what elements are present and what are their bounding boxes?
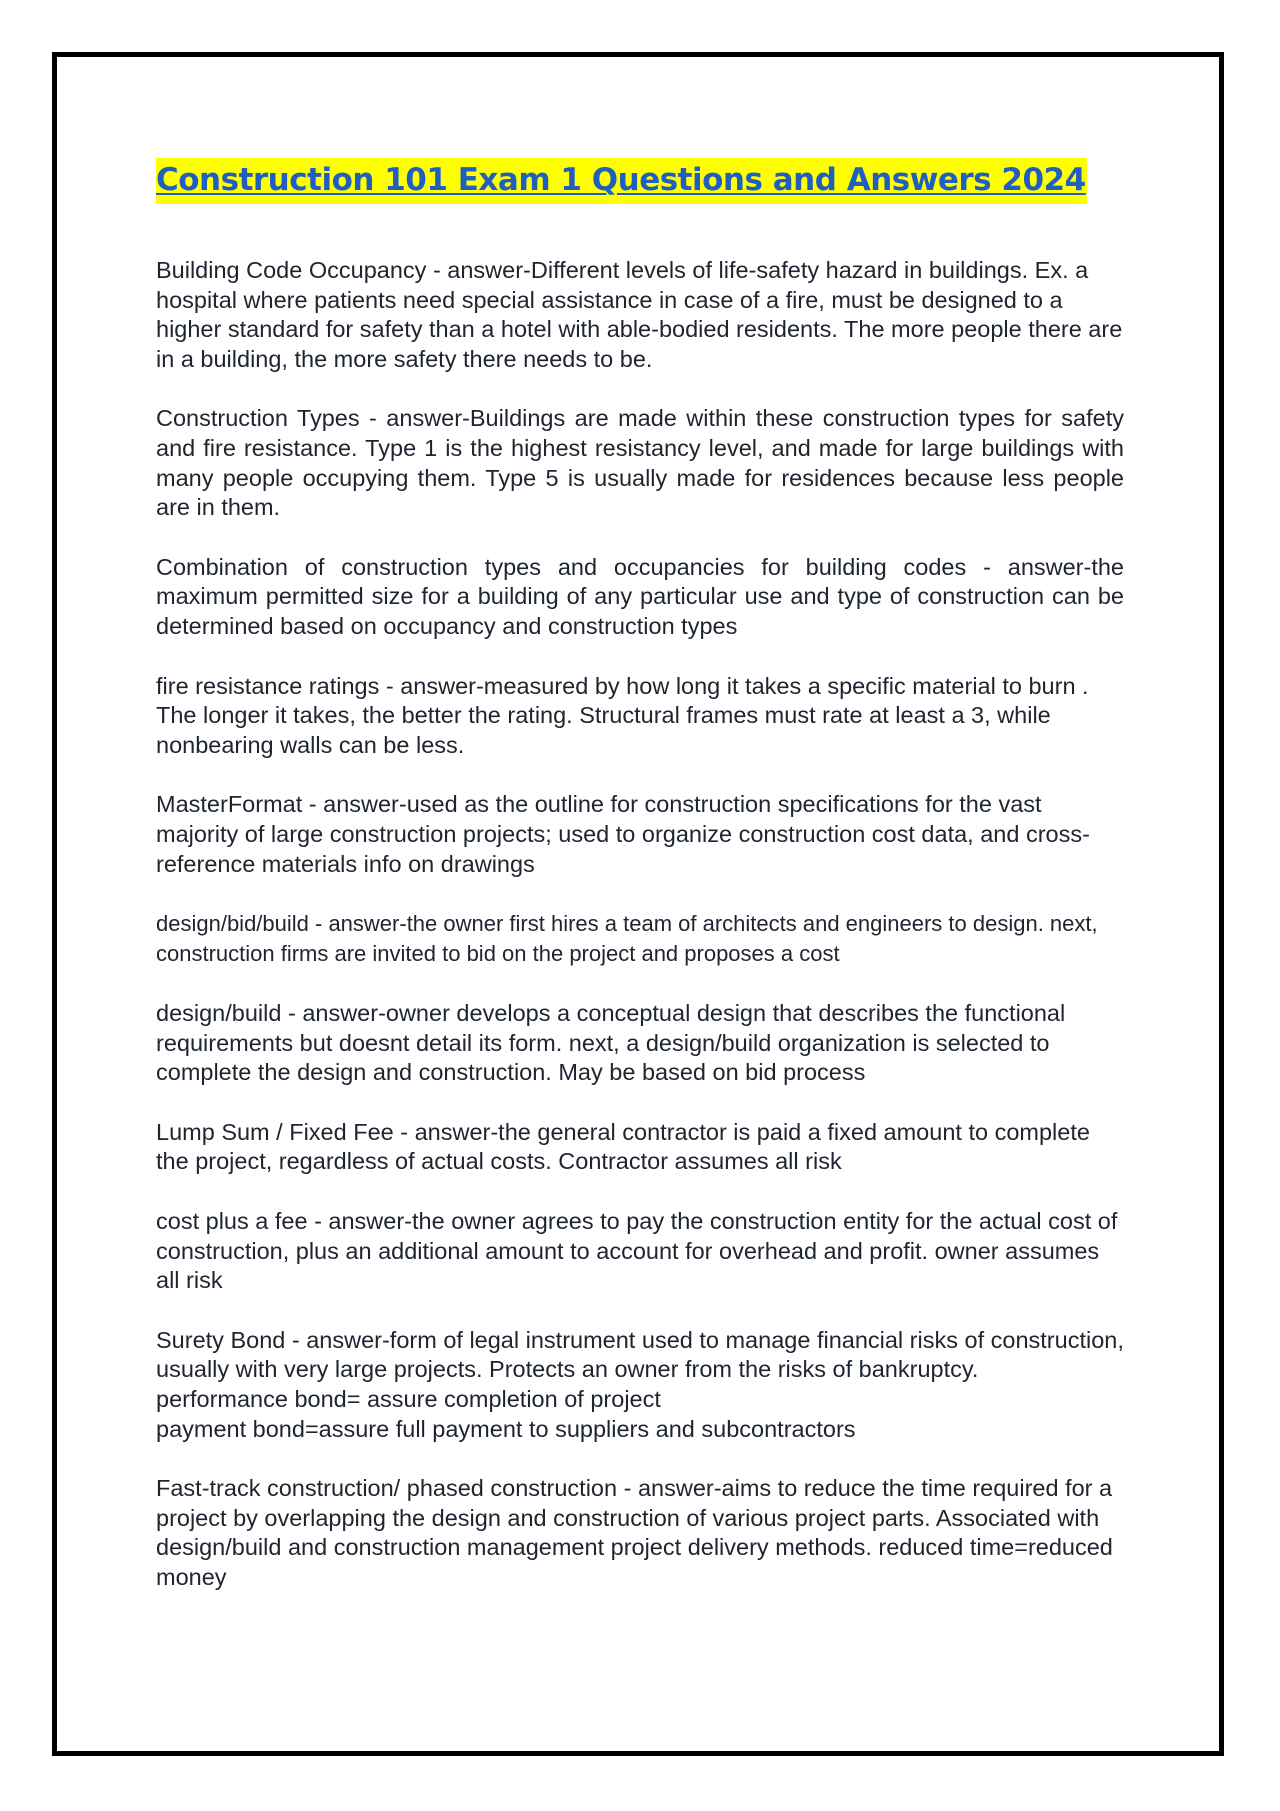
qa-entry-construction-types: Construction Types - answer-Buildings are made within these construction types for safety and fire resistance. Type 1 is the highest resistancy level, and made for large buildings with many people occupying them. Type 5 is usually made for residences because less people are in them. — [156, 405, 1124, 521]
qa-entry-fire-resistance-ratings: fire resistance ratings - answer-measured by how long it takes a specific material to burn . The longer it takes, the better the rating. Structural frames must rate at least a 3, while nonbearing walls can be less. — [156, 672, 1089, 758]
qa-entry-fast-track-construction: Fast-track construction/ phased construction - answer-aims to reduce the time required for a project by overlapping the design and construction of various project parts. Associated with design/build and construction management project delivery methods. reduced time=reduced money — [156, 1475, 1113, 1590]
qa-entry-combination-types-occupancies: Combination of construction types and occupancies for building codes - answer-the maximum permitted size for a building of any particular use and type of construction can be determined based on occupancy and construction types — [156, 553, 1124, 639]
qa-entry-building-code-occupancy: Building Code Occupancy - answer-Different levels of life-safety hazard in buildings. Ex. a hospital where patients need special assistance in case of a fire, must be designed to a higher standard for safety than a hotel with able-bodied residents. The more people there are in a building, the more safety there needs to be. — [156, 257, 1123, 372]
qa-entry-masterformat: MasterFormat - answer-used as the outline for construction specifications for the vast majority of large construction projects; used to organize construction cost data, and cross-reference materials info on drawings — [156, 791, 1090, 877]
document-title: Construction 101 Exam 1 Questions and Answers 2024 — [156, 158, 1087, 204]
qa-entry-surety-bond — [156, 1326, 1124, 1444]
qa-entry-design-build: design/build - answer-owner develops a conceptual design that describes the functional requirements but doesnt detail its form. next, a design/build organization is selected to complete the design and construction. May be based on bid process — [156, 1000, 1066, 1086]
qa-entry-design-bid-build: design/bid/build - answer-the owner first hires a team of architects and engineers to design. next, construction firms are invited to bid on the project and proposes a cost — [156, 911, 1098, 967]
qa-list — [156, 256, 1124, 1593]
performance-bond-line: performance bond= assure completion of project — [156, 1386, 661, 1413]
qa-entry-cost-plus-fee: cost plus a fee - answer-the owner agrees to pay the construction entity for the actual cost of construction, plus an additional amount to account for overhead and profit. owner assumes all risk — [156, 1208, 1118, 1294]
surety-bond-definition: Surety Bond - answer-form of legal instrument used to manage financial risks of construction, usually with very large projects. Protects an owner from the risks of bankruptcy. — [156, 1326, 1124, 1383]
qa-entry-lump-sum: Lump Sum / Fixed Fee - answer-the general contractor is paid a fixed amount to complete the project, regardless of actual costs. Contractor assumes all risk — [156, 1118, 1090, 1175]
document-content — [156, 158, 1124, 1623]
payment-bond-line: payment bond=assure full payment to suppliers and subcontractors — [156, 1415, 856, 1442]
